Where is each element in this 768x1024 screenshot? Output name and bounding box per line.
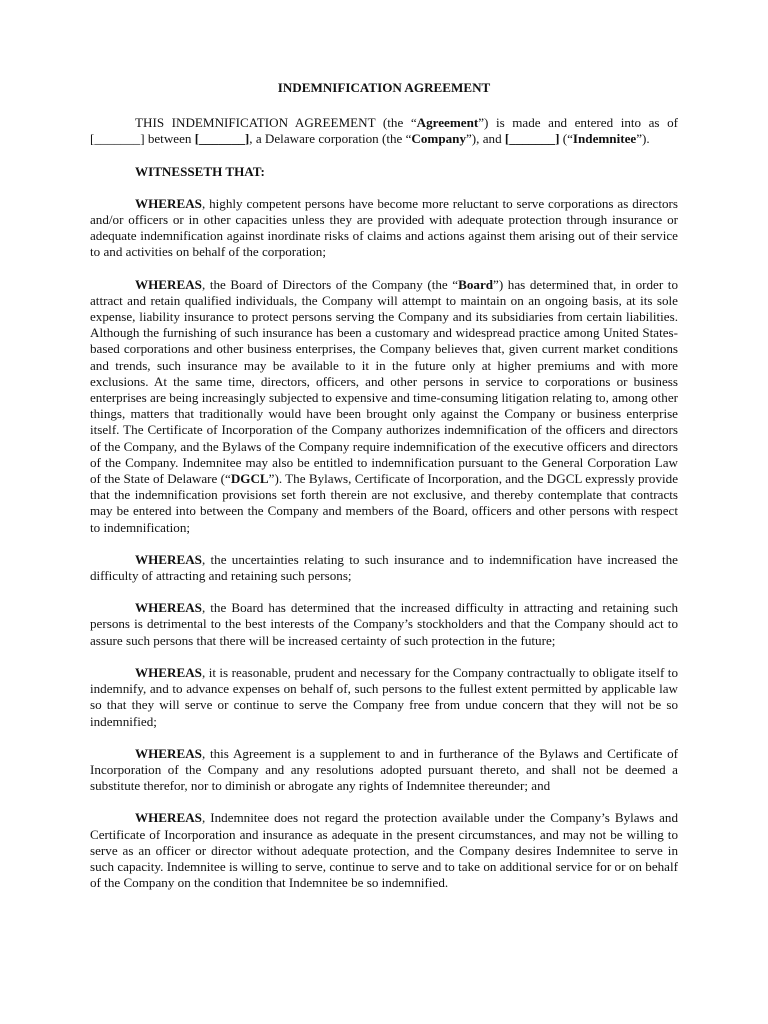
bold-term: WHEREAS — [135, 600, 202, 616]
whereas-paragraph — [90, 600, 678, 649]
bold-term: Agreement — [416, 115, 479, 131]
text-run: , the Board has determined that the increased difficulty in attracting and retaining such persons is detrimental to the best interests of the Company’s stockholders and that the Company should act to assure such persons that there will be increased certainty of such protection in the future; — [90, 600, 678, 648]
whereas-paragraph — [90, 552, 678, 584]
bold-term: WHEREAS — [135, 664, 202, 680]
text-run: ”), and — [466, 131, 505, 147]
text-run: , highly competent persons have become more reluctant to serve corporations as directors and/or officers or in other capacities unless they are provided with adequate protection through insurance or adequate indemnification against inordinate risks of claims and actions against them arising out of their service to and activities on behalf of the corporation; — [90, 195, 678, 260]
bold-term: WHEREAS — [135, 745, 202, 761]
text-run: (“ — [559, 131, 573, 147]
text-run: ”) is made and entered into as of [_______] between — [90, 115, 678, 147]
whereas-paragraph — [90, 810, 678, 891]
bold-term: Board — [458, 276, 494, 292]
witnesseth-heading: WITNESSETH THAT: — [135, 163, 265, 179]
document-title: INDEMNIFICATION AGREEMENT — [277, 80, 491, 95]
whereas-paragraph — [90, 277, 678, 536]
bold-term: Company — [411, 131, 466, 147]
bold-term: WHEREAS — [135, 195, 202, 211]
text-run: ”). — [636, 131, 650, 147]
intro-paragraph — [90, 115, 678, 147]
bold-term: WHEREAS — [135, 810, 202, 826]
bold-term: [_______] — [504, 131, 560, 147]
text-run: , the Board of Directors of the Company (the “ — [201, 276, 459, 292]
bold-term: WHEREAS — [135, 276, 202, 292]
text-run: , Indemnitee does not regard the protection available under the Company’s Bylaws and Certificate of Incorporation and insurance as adequate in the present circumstances, and may not be willing to serve as an officer or director without adequate protection, and the Company desires Indemnitee to serve in such capacity. Indemnitee is willing to serve, continue to serve and to take on additional service for or on behalf of the Company on the condition that Indemnitee be so indemnified. — [90, 810, 678, 891]
text-run: , it is reasonable, prudent and necessary for the Company contractually to obligate itself to indemnify, and to advance expenses on behalf of, such persons to the fullest extent permitted by applicable law so that they will serve or continue to serve the Company free from undue concern that they will not be so indemnified; — [90, 664, 678, 729]
text-run: , the uncertainties relating to such insurance and to indemnification have increased the difficulty of attracting and retaining such persons; — [90, 551, 678, 584]
text-run: ”). The Bylaws, Certificate of Incorporation, and the DGCL expressly provide that the indemnification provisions set forth therein are not exclusive, and thereby contemplate that contracts may be entered into between the Company and members of the Board, officers and other persons with respect to indemnification; — [90, 471, 679, 535]
recitals — [90, 196, 678, 892]
text-run: ”) has determined that, in order to attract and retain qualified individuals, the Company will attempt to maintain on an ongoing basis, at its sole expense, liability insurance to protect persons serving the Company and its subsidiaries from certain liabilities. Although the furnishing of such insurance has been a customary and widespread practice among United States-based corporations and other business enterprises, the Company believes that, given current market conditions and trends, such insurance may be available to it in the future only at higher premiums and with more exclusions. At the same time, directors, officers, and other persons in service to corporations or business enterprises are being increasingly subjected to expensive and time-consuming litigation relating to, among other things, matters that traditionally would have been brought only against the Company or business enterprise itself. The Certificate of Incorporation of the Company authorizes indemnification of the officers and directors of the Company, and the Bylaws of the Company require indemnification of the executive officers and directors of the Company. Indemnitee may also be entitled to indemnification pursuant to the General Corporation Law of the State of Delaware (“ — [90, 276, 678, 487]
whereas-paragraph — [90, 665, 678, 730]
bold-term: Indemnitee — [572, 131, 637, 147]
text-run: , a Delaware corporation (the “ — [249, 131, 412, 147]
bold-term: DGCL — [230, 471, 269, 487]
text-run: THIS INDEMNIFICATION AGREEMENT (the “ — [135, 115, 417, 131]
text-run: , this Agreement is a supplement to and in furtherance of the Bylaws and Certificate of Incorporation of the Company and any resolutions adopted pursuant thereto, and shall not be deemed a substitute therefor, nor to diminish or abrogate any rights of Indemnitee thereunder; and — [90, 745, 678, 794]
whereas-paragraph — [90, 746, 678, 795]
bold-term: [_______] — [194, 131, 250, 147]
bold-term: WHEREAS — [135, 551, 202, 567]
whereas-paragraph — [90, 196, 678, 261]
